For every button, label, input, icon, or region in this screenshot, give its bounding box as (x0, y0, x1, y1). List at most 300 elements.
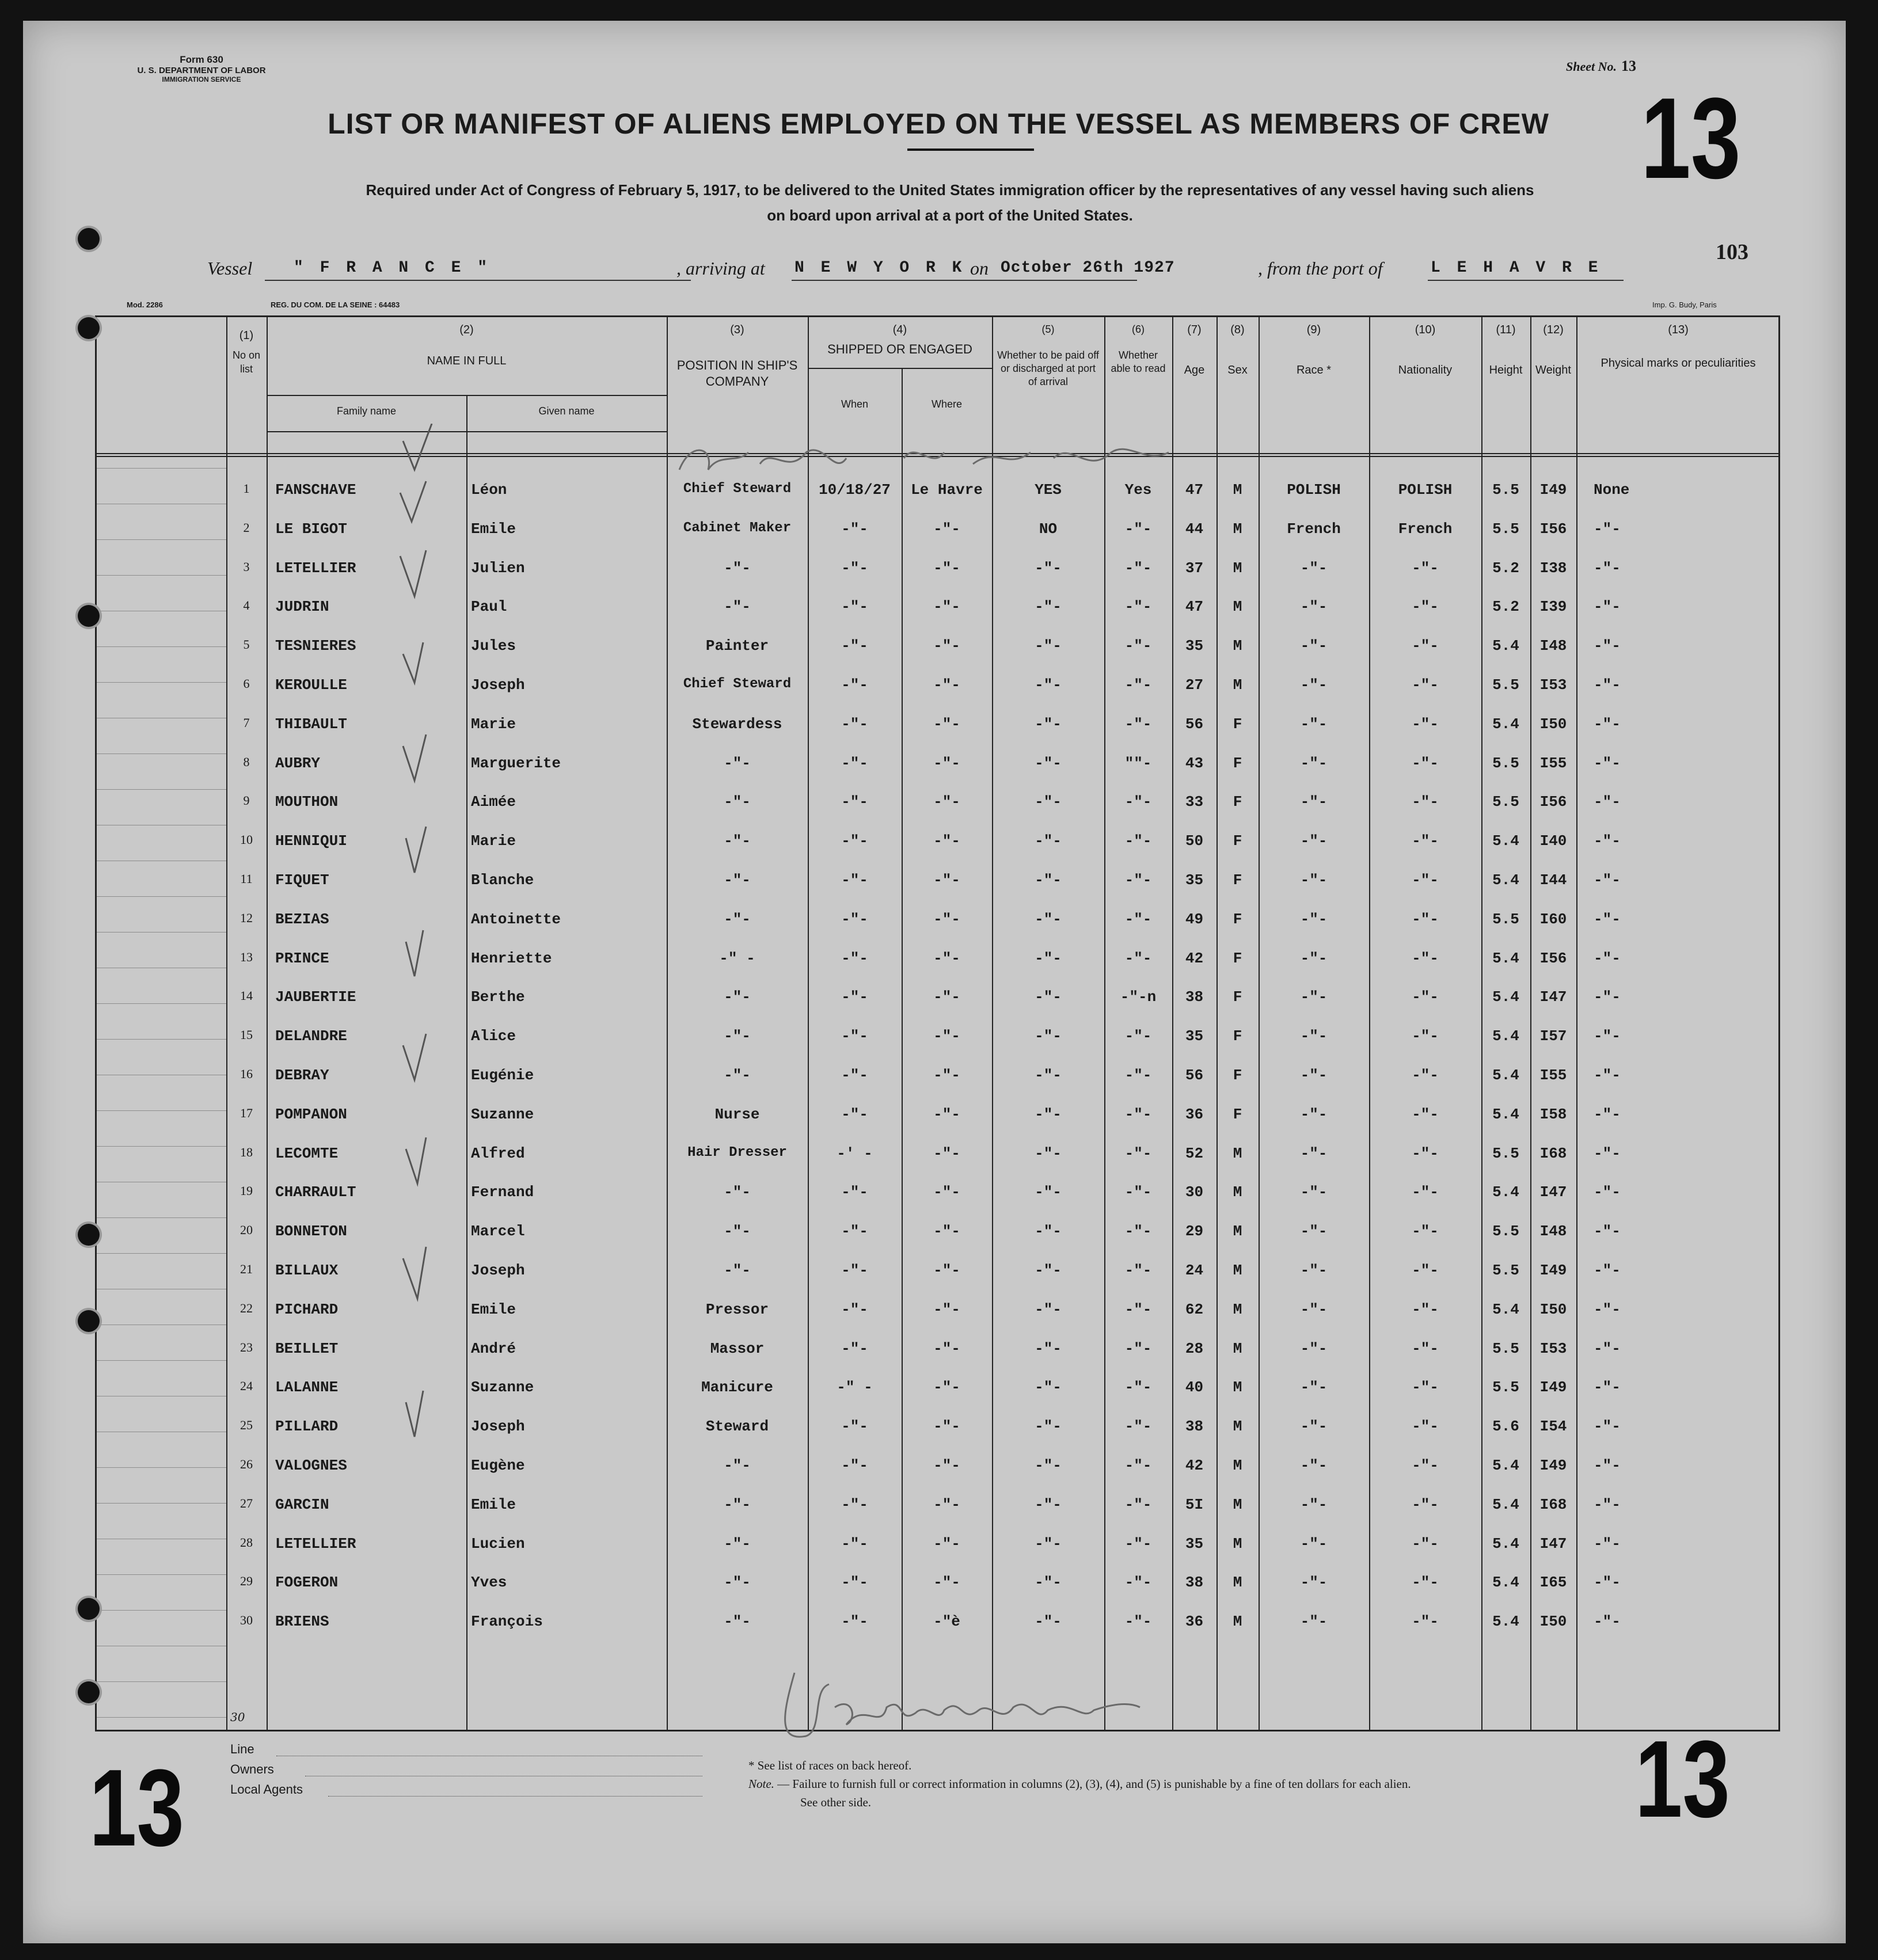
cell-weight: I56 (1539, 520, 1567, 538)
cell-race: -"- (1300, 1574, 1328, 1592)
cell-read: -"- (1124, 715, 1152, 733)
cell-height: 5.4 (1492, 1495, 1519, 1513)
cell-sex: F (1233, 949, 1242, 967)
col11-number: (11) (1496, 324, 1516, 336)
cell-age: 33 (1185, 793, 1204, 811)
cell-where: -"- (933, 793, 960, 811)
cell-nationality: -"- (1412, 1379, 1439, 1396)
rule-line (97, 932, 226, 933)
cell-read: -"- (1124, 1457, 1152, 1474)
cell-nationality: -"- (1412, 1067, 1439, 1084)
cell-paid: -"- (1035, 1535, 1062, 1552)
service: IMMIGRATION SERVICE (162, 75, 241, 83)
cell-no: 5 (243, 637, 250, 652)
cell-where: -"- (933, 1418, 960, 1436)
cell-nationality: -"- (1412, 1457, 1439, 1474)
cell-position: -"- (724, 910, 751, 928)
cell-weight: I47 (1539, 1183, 1567, 1201)
cell-given: Suzanne (471, 1105, 534, 1123)
cell-where: -"- (933, 1300, 960, 1318)
cell-height: 5.4 (1492, 1105, 1519, 1123)
cell-when: -"- (841, 1495, 868, 1513)
cell-nationality: -"- (1412, 1418, 1439, 1436)
cell-weight: I50 (1539, 1300, 1567, 1318)
subtitle (178, 177, 1721, 228)
rule-line (97, 1110, 226, 1111)
cell-nationality: -"- (1412, 1027, 1439, 1045)
cell-when: -" - (837, 1379, 873, 1396)
cell-sex: M (1233, 1300, 1242, 1318)
cell-nationality: -"- (1412, 1535, 1439, 1552)
cell-race: -"- (1300, 676, 1328, 694)
cell-family: LE BIGOT (275, 520, 347, 538)
rule-line (97, 646, 226, 647)
cell-race: -"- (1300, 1262, 1328, 1279)
cell-weight: I50 (1539, 715, 1567, 733)
cell-where: -"- (933, 1223, 960, 1240)
cell-race: -"- (1300, 1535, 1328, 1552)
vessel-label: Vessel (207, 258, 253, 279)
cell-position: Steward (705, 1418, 769, 1436)
col6-header (1104, 323, 1172, 375)
big-sheet-number-bottom-right: 13 (1635, 1718, 1730, 1840)
cell-age: 35 (1185, 1027, 1204, 1045)
given-name-header: Given name (538, 405, 595, 417)
cell-paid: -"- (1035, 871, 1062, 889)
cell-race: -"- (1300, 637, 1328, 655)
cell-when: -"- (841, 1535, 868, 1552)
cell-position: -"- (724, 1574, 751, 1592)
cell-given: Alice (471, 1027, 516, 1045)
cell-height: 5.5 (1492, 676, 1519, 694)
cell-family: LECOMTE (275, 1144, 339, 1162)
cell-weight: I54 (1539, 1418, 1567, 1436)
cell-where: -"- (933, 871, 960, 889)
cell-weight: I65 (1539, 1574, 1567, 1592)
crew-table (95, 315, 1780, 1731)
form-number: Form 630 (180, 54, 223, 65)
cell-height: 5.4 (1492, 1535, 1519, 1552)
cell-sex: F (1233, 1027, 1242, 1045)
cell-when: -"- (841, 1300, 868, 1318)
subtitle-line-2: on board upon arrival at a port of the United States. (767, 207, 1133, 224)
cell-sex: M (1233, 637, 1242, 655)
cell-where: -"- (933, 520, 960, 538)
cell-when: -"- (841, 598, 868, 616)
punch-hole (78, 317, 100, 339)
cell-no: 20 (240, 1223, 253, 1238)
cell-where: -"- (933, 676, 960, 694)
cell-where: -"- (933, 910, 960, 928)
cell-where: -"- (933, 1339, 960, 1357)
stamp-number: 103 (1716, 240, 1748, 264)
cell-position: Stewardess (692, 715, 782, 733)
cell-given: Marguerite (471, 754, 561, 772)
cell-age: 47 (1185, 481, 1204, 498)
cell-weight: I40 (1539, 832, 1567, 850)
cell-no: 11 (240, 871, 253, 886)
cell-read: -"- (1124, 1027, 1152, 1045)
cell-marks: -"- (1594, 910, 1621, 928)
cell-paid: -"- (1035, 832, 1062, 850)
cell-where: -"- (933, 1495, 960, 1513)
col10-label: Nationality (1398, 364, 1453, 376)
cell-marks: -"- (1594, 1262, 1621, 1279)
rule-line (97, 1146, 226, 1147)
cell-family: BONNETON (275, 1223, 347, 1240)
rule-line (97, 468, 226, 469)
handwritten-reference-note (674, 429, 1192, 493)
on-label: on (970, 258, 989, 279)
cell-race: -"- (1300, 1339, 1328, 1357)
cell-nationality: -"- (1412, 988, 1439, 1006)
col11-header (1481, 323, 1530, 377)
cell-weight: I49 (1539, 481, 1567, 498)
cell-position: -"- (724, 1535, 751, 1552)
from-port: L E H A V R E (1431, 259, 1602, 277)
col9-label: Race * (1296, 364, 1332, 376)
cell-position: -"- (724, 1262, 751, 1279)
col6-number: (6) (1132, 324, 1145, 335)
cell-when: -"- (841, 1457, 868, 1474)
cell-paid: -"- (1035, 1067, 1062, 1084)
cell-where: -"- (933, 1379, 960, 1396)
cell-family: PICHARD (275, 1300, 339, 1318)
cell-when: -"- (841, 871, 868, 889)
cell-marks: -"- (1594, 988, 1621, 1006)
cell-read: -"- (1124, 871, 1152, 889)
cell-read: -"- (1124, 1067, 1152, 1084)
cell-family: VALOGNES (275, 1457, 347, 1474)
from-label: , from the port of (1258, 258, 1383, 279)
cell-where: -"- (933, 1067, 960, 1084)
cell-where: -"- (933, 832, 960, 850)
col12-label: Weight (1535, 364, 1571, 376)
cell-position: Pressor (705, 1300, 769, 1318)
cell-marks: -"- (1594, 1067, 1621, 1084)
penalty-note: — Failure to furnish full or correct information in columns (2), (3), (4), and (5) is punishable by a fine of ten dollars for each alien. (777, 1777, 1411, 1791)
cell-weight: I53 (1539, 1339, 1567, 1357)
cell-paid: -"- (1035, 1183, 1062, 1201)
cell-when: -"- (841, 949, 868, 967)
rule-line (97, 1360, 226, 1361)
cell-given: Marcel (471, 1223, 525, 1240)
cell-family: PRINCE (275, 949, 329, 967)
cell-paid: -"- (1035, 559, 1062, 577)
cell-sex: F (1233, 1067, 1242, 1084)
cell-when: -"- (841, 715, 868, 733)
cell-read: Yes (1124, 481, 1152, 498)
cell-given: Berthe (471, 988, 525, 1006)
vessel-line (207, 258, 1624, 283)
cell-position: -"- (724, 832, 751, 850)
cell-no: 2 (243, 520, 250, 535)
cell-no: 7 (243, 715, 250, 730)
cell-family: HENNIQUI (275, 832, 347, 850)
cell-sex: M (1233, 598, 1242, 616)
cell-sex: M (1233, 1379, 1242, 1396)
cell-race: -"- (1300, 910, 1328, 928)
cell-where: -"- (933, 1027, 960, 1045)
vessel-name: " F R A N C E " (294, 259, 491, 277)
cell-height: 5.5 (1492, 910, 1519, 928)
mod-number: Mod. 2286 (127, 300, 163, 309)
cell-age: 62 (1185, 1300, 1204, 1318)
cell-height: 5.5 (1492, 1223, 1519, 1240)
cell-marks: -"- (1594, 793, 1621, 811)
cell-paid: -"- (1035, 1027, 1062, 1045)
cell-height: 5.5 (1492, 520, 1519, 538)
cell-family: BEILLET (275, 1339, 339, 1357)
rule-line (97, 1217, 226, 1218)
rule-line (97, 1039, 226, 1040)
col5-label: Whether to be paid off or discharged at port of arrival (997, 349, 1099, 387)
cell-weight: I48 (1539, 1223, 1567, 1240)
cell-race: -"- (1300, 949, 1328, 967)
cell-marks: -"- (1594, 1300, 1621, 1318)
cell-where: -"- (933, 1574, 960, 1592)
cell-nationality: -"- (1412, 793, 1439, 811)
cell-nationality: -"- (1412, 949, 1439, 967)
cell-weight: I49 (1539, 1457, 1567, 1474)
cell-race: -"- (1300, 988, 1328, 1006)
cell-nationality: -"- (1412, 1105, 1439, 1123)
cell-position: -"- (724, 793, 751, 811)
cell-when: -"- (841, 793, 868, 811)
cell-nationality: -"- (1412, 1339, 1439, 1357)
rule-line (97, 1610, 226, 1611)
cell-given: Emile (471, 1300, 516, 1318)
cell-paid: -"- (1035, 676, 1062, 694)
col2-label: NAME IN FULL (427, 355, 507, 367)
sheet-label: Sheet No. (1566, 59, 1617, 74)
cell-no: 10 (240, 832, 253, 847)
cell-nationality: -"- (1412, 871, 1439, 889)
footer-note (748, 1756, 1411, 1811)
cell-given: Fernand (471, 1183, 534, 1201)
cell-weight: I49 (1539, 1262, 1567, 1279)
cell-given: Alfred (471, 1144, 525, 1162)
cell-height: 5.4 (1492, 832, 1519, 850)
cell-where: -"- (933, 1183, 960, 1201)
rule-line (97, 1681, 226, 1682)
cell-height: 5.5 (1492, 1339, 1519, 1357)
cell-weight: I47 (1539, 1535, 1567, 1552)
cell-read: -"- (1124, 949, 1152, 967)
cell-weight: I58 (1539, 1105, 1567, 1123)
cell-family: FANSCHAVE (275, 481, 356, 498)
cell-nationality: -"- (1412, 1495, 1439, 1513)
cell-paid: -"- (1035, 1418, 1062, 1436)
cell-nationality: -"- (1412, 832, 1439, 850)
cell-no: 6 (243, 676, 250, 691)
cell-age: 27 (1185, 676, 1204, 694)
cell-height: 5.4 (1492, 871, 1519, 889)
cell-nationality: -"- (1412, 1300, 1439, 1318)
cell-marks: -"- (1594, 832, 1621, 850)
cell-given: Julien (471, 559, 525, 577)
rule-line (97, 1003, 226, 1004)
cell-paid: -"- (1035, 1379, 1062, 1396)
cell-marks: -"- (1594, 676, 1621, 694)
cell-sex: F (1233, 1105, 1242, 1123)
cell-given: Aimée (471, 793, 516, 811)
family-name-header: Family name (336, 405, 397, 417)
cell-height: 5.4 (1492, 1183, 1519, 1201)
cell-nationality: -"- (1412, 715, 1439, 733)
cell-given: Antoinette (471, 910, 561, 928)
cell-sex: F (1233, 793, 1242, 811)
cell-paid: -"- (1035, 1574, 1062, 1592)
cell-race: -"- (1300, 559, 1328, 577)
cell-nationality: -"- (1412, 1574, 1439, 1592)
races-note: * See list of races on back hereof. (748, 1759, 912, 1772)
cell-when: -"- (841, 910, 868, 928)
cell-race: -"- (1300, 1457, 1328, 1474)
cell-paid: -"- (1035, 1223, 1062, 1240)
cell-when: -"- (841, 520, 868, 538)
punch-hole (78, 1681, 100, 1703)
cell-no: 1 (243, 481, 250, 496)
cell-sex: M (1233, 1418, 1242, 1436)
cell-no: 29 (240, 1574, 253, 1589)
cell-given: André (471, 1339, 516, 1357)
cell-height: 5.4 (1492, 1067, 1519, 1084)
rule-line (97, 1503, 226, 1504)
cell-race: -"- (1300, 715, 1328, 733)
cell-age: 37 (1185, 559, 1204, 577)
punch-hole (78, 1310, 100, 1332)
cell-family: KEROULLE (275, 676, 347, 694)
cell-given: Joseph (471, 1262, 525, 1279)
cell-given: Yves (471, 1574, 507, 1592)
cell-position: -"- (724, 1457, 751, 1474)
col1-label: No on list (232, 349, 261, 375)
rule-line (97, 539, 226, 540)
cell-where: -"- (933, 1457, 960, 1474)
cell-sex: M (1233, 676, 1242, 694)
punch-hole (78, 1224, 100, 1246)
cell-read: -"- (1124, 793, 1152, 811)
col8-label: Sex (1227, 364, 1248, 376)
col4-header (808, 323, 992, 356)
cell-age: 36 (1185, 1613, 1204, 1631)
cell-when: -"- (841, 1262, 868, 1279)
cell-where: -"- (933, 1535, 960, 1552)
cell-nationality: POLISH (1398, 481, 1453, 498)
cell-weight: I56 (1539, 793, 1567, 811)
cell-marks: -"- (1594, 1027, 1621, 1045)
cell-no: 17 (240, 1105, 253, 1120)
cell-age: 56 (1185, 715, 1204, 733)
cell-paid: -"- (1035, 1300, 1062, 1318)
col12-header (1530, 323, 1576, 377)
cell-marks: -"- (1594, 1418, 1621, 1436)
cell-height: 5.4 (1492, 1300, 1519, 1318)
cell-read: -"- (1124, 1379, 1152, 1396)
cell-nationality: -"- (1412, 637, 1439, 655)
cell-no: 4 (243, 598, 250, 613)
punch-hole (78, 1598, 100, 1620)
cell-no: 3 (243, 559, 250, 574)
col11-label: Height (1489, 364, 1523, 376)
cell-no: 30 (240, 1613, 253, 1628)
cell-no: 25 (240, 1418, 253, 1433)
cell-age: 42 (1185, 1457, 1204, 1474)
cell-height: 5.4 (1492, 715, 1519, 733)
cell-when: -"- (841, 1183, 868, 1201)
cell-paid: -"- (1035, 910, 1062, 928)
cell-height: 5.5 (1492, 1379, 1519, 1396)
cell-sex: F (1233, 715, 1242, 733)
cell-given: Jules (471, 637, 516, 655)
col7-header (1172, 323, 1216, 377)
cell-age: 49 (1185, 910, 1204, 928)
cell-weight: I38 (1539, 559, 1567, 577)
cell-read: ""- (1124, 754, 1152, 772)
cell-age: 30 (1185, 1183, 1204, 1201)
cell-marks: -"- (1594, 715, 1621, 733)
cell-marks: -"- (1594, 1144, 1621, 1162)
cell-no: 9 (243, 793, 250, 808)
arrival-port: N E W Y O R K (794, 259, 965, 277)
cell-height: 5.5 (1492, 1144, 1519, 1162)
col1-number: (1) (239, 329, 254, 342)
cell-race: -"- (1300, 1223, 1328, 1240)
cell-race: -"- (1300, 1379, 1328, 1396)
cell-sex: M (1233, 1613, 1242, 1631)
cell-when: -"- (841, 1418, 868, 1436)
cell-given: Emile (471, 1495, 516, 1513)
cell-given: Suzanne (471, 1379, 534, 1396)
cell-when: -"- (841, 832, 868, 850)
col13-header (1576, 323, 1780, 370)
cell-race: -"- (1300, 793, 1328, 811)
cell-sex: F (1233, 754, 1242, 772)
cell-family: LALANNE (275, 1379, 339, 1396)
col4-number: (4) (892, 324, 907, 336)
cell-when: -"- (841, 988, 868, 1006)
col8-header (1216, 323, 1259, 377)
cell-height: 5.5 (1492, 1262, 1519, 1279)
cell-read: -"- (1124, 1339, 1152, 1357)
other-side-note: See other side. (800, 1795, 872, 1809)
cell-given: Marie (471, 715, 516, 733)
cell-height: 5.5 (1492, 481, 1519, 498)
cell-paid: YES (1035, 481, 1062, 498)
cell-no: 19 (240, 1183, 253, 1198)
cell-nationality: -"- (1412, 1144, 1439, 1162)
cell-read: -"- (1124, 1535, 1152, 1552)
cell-age: 35 (1185, 1535, 1204, 1552)
cell-age: 35 (1185, 871, 1204, 889)
cell-no: 22 (240, 1300, 253, 1315)
cell-where: -"- (933, 637, 960, 655)
cell-marks: -"- (1594, 1495, 1621, 1513)
col2-header (267, 323, 667, 368)
cell-height: 5.4 (1492, 1457, 1519, 1474)
cell-when: -' - (837, 1144, 873, 1162)
when-header: When (841, 398, 869, 410)
cell-age: 24 (1185, 1262, 1204, 1279)
cell-read: -"- (1124, 1223, 1152, 1240)
cell-age: 38 (1185, 1418, 1204, 1436)
cell-paid: -"- (1035, 1613, 1062, 1631)
cell-where: -"- (933, 754, 960, 772)
rule-line (97, 575, 226, 576)
cell-given: Léon (471, 481, 507, 498)
rule-line (97, 682, 226, 683)
